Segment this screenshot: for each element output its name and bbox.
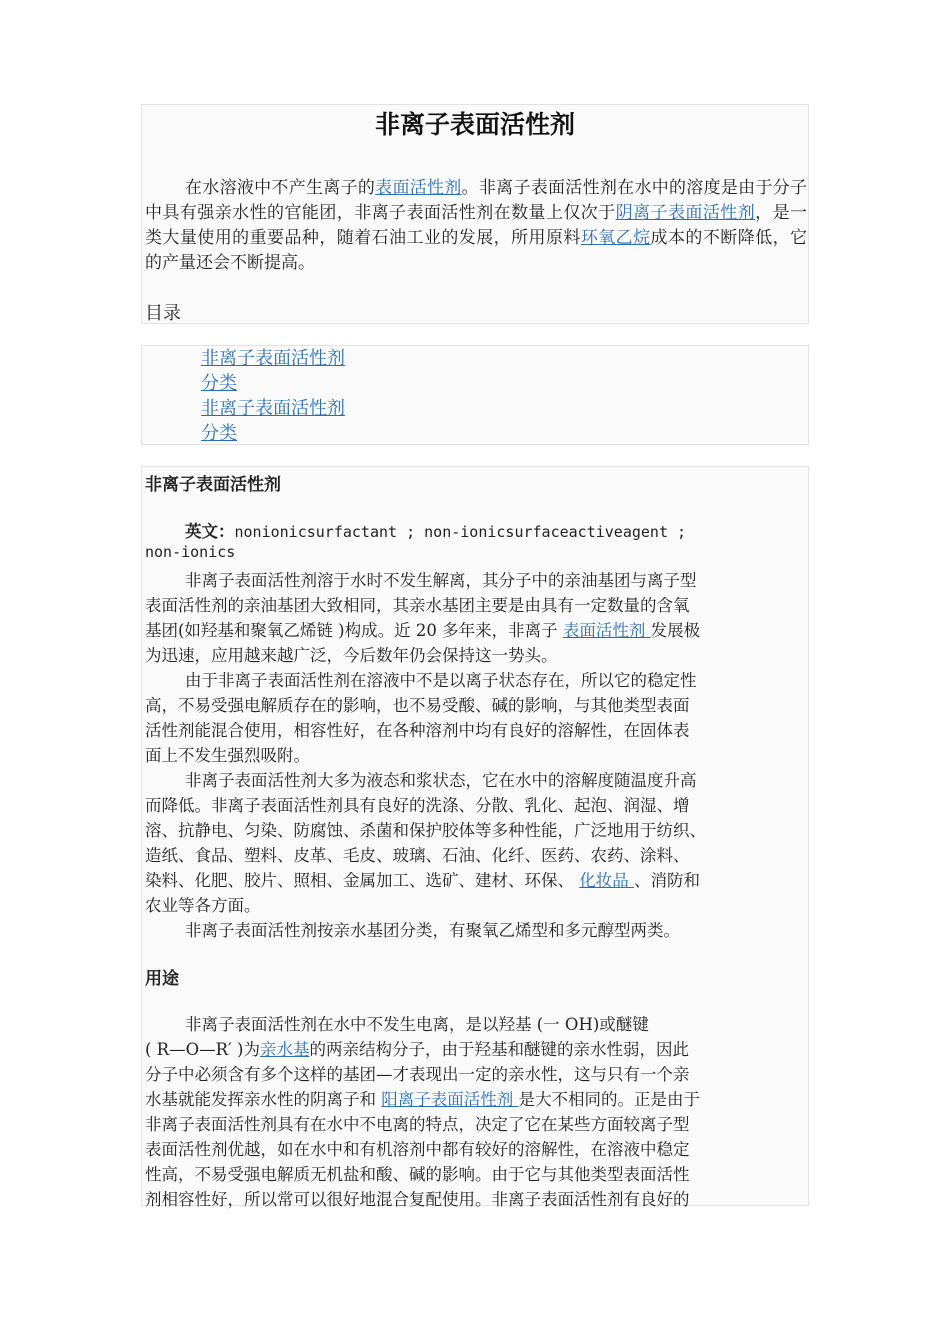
toc-box: [141, 345, 809, 445]
link-anionic-surfactant[interactable]: 阴离子表面活性剂: [615, 203, 756, 223]
intro-text: 。非离子表面活性剂在水中的溶度是由于分子中具有强亲水性的官能团，非离子表面活性剂在数量上仅次于: [145, 178, 808, 223]
link-hydrophilic-group[interactable]: 亲水基: [259, 1040, 310, 1059]
link-surfactant[interactable]: 表面活性剂: [562, 621, 651, 640]
toc-item-classification[interactable]: 分类: [201, 423, 237, 444]
body-text: 的两亲结构分子，由于羟基和醚键的亲水性弱，因此: [309, 1040, 689, 1059]
body-line: 性高，不易受强电解质无机盐和酸、碱的影响。由于它与其他类型表面活性: [145, 1165, 690, 1184]
body-line: 由于非离子表面活性剂在溶液中不是以离子状态存在，所以它的稳定性: [185, 671, 697, 690]
english-line: [145, 518, 686, 542]
page-title: 非离子表面活性剂: [374, 110, 575, 139]
link-cationic-surfactant[interactable]: 阳离子表面活性剂: [381, 1090, 519, 1109]
body-text: 染料、化肥、胶片、照相、金属加工、选矿、建材、环保、: [145, 871, 580, 890]
body-line: 非离子表面活性剂在水中不发生电离，是以羟基 (一 OH)或醚键: [185, 1015, 649, 1034]
content-box: [141, 466, 809, 1209]
intro-text: 成本的不断降低，它的产量还会不断提高。: [145, 228, 808, 273]
body-line: 为迅速，应用越来越广泛，今后数年仍会保持这一势头。: [145, 646, 558, 665]
toc-item-classification[interactable]: 分类: [201, 373, 237, 394]
body-text: 水基就能发挥亲水性的阴离子和: [145, 1090, 382, 1109]
body-line: 非离子表面活性剂溶于水时不发生解离，其分子中的亲油基团与离子型: [185, 571, 697, 590]
body-line: 非离子表面活性剂具有在水中不电离的特点，决定了它在某些方面较离子型: [145, 1115, 690, 1134]
body-line: 面上不发生强烈吸附。: [145, 746, 310, 765]
body-text: 发展极: [650, 621, 701, 640]
section-heading-usage: 用途: [145, 969, 179, 989]
intro-paragraph: [145, 176, 807, 276]
link-surfactant[interactable]: 表面活性剂: [375, 178, 462, 198]
intro-box: [141, 104, 809, 324]
body-text: 是大不相同的。正是由于: [518, 1090, 700, 1109]
body-line: 非离子表面活性剂大多为液态和浆状态，它在水中的溶解度随温度升高: [185, 771, 697, 790]
body-line: 农业等各方面。: [145, 896, 261, 915]
body-line: [145, 867, 700, 891]
body-text: 、消防和: [634, 871, 700, 890]
link-ethylene-oxide[interactable]: 环氧乙烷: [580, 228, 651, 248]
body-line: 高，不易受强电解质存在的影响，也不易受酸、碱的影响，与其他类型表面: [145, 696, 690, 715]
body-line: [145, 1036, 689, 1060]
body-line: 剂相容性好，所以常可以很好地混合复配使用。非离子表面活性剂有良好的: [145, 1190, 690, 1209]
english-text: nonionicsurfactant ; non-ionicsurfaceactiveagent ;: [234, 523, 687, 541]
body-line: 分子中必须含有多个这样的基团—才表现出一定的亲水性，这与只有一个亲: [145, 1065, 690, 1084]
body-line: 而降低。非离子表面活性剂具有良好的洗涤、分散、乳化、起泡、润湿、增: [145, 796, 690, 815]
body-line: [145, 1086, 700, 1110]
body-line: 溶、抗静电、匀染、防腐蚀、杀菌和保护胶体等多种性能，广泛地用于纺织、: [145, 821, 706, 840]
intro-text: 在水溶液中不产生离子的: [185, 178, 376, 198]
body-line: 表面活性剂的亲油基团大致相同，其亲水基团主要是由具有一定数量的含氧: [145, 596, 690, 615]
english-text: non-ionics: [145, 543, 236, 561]
body-line: 活性剂能混合使用，相容性好，在各种溶剂中均有良好的溶解性，在固体表: [145, 721, 690, 740]
body-line: [145, 617, 700, 641]
english-label: 英文：: [185, 522, 235, 541]
section-heading: 非离子表面活性剂: [145, 475, 281, 495]
body-line: 非离子表面活性剂按亲水基团分类，有聚氧乙烯型和多元醇型两类。: [185, 921, 680, 940]
link-cosmetics[interactable]: 化妆品: [579, 871, 634, 890]
body-line: 造纸、食品、塑料、皮革、毛皮、玻璃、石油、化纤、医药、农药、涂料、: [145, 846, 690, 865]
toc-label: 目录: [145, 303, 181, 324]
body-line: 表面活性剂优越，如在水中和有机溶剂中都有较好的溶解性，在溶液中稳定: [145, 1140, 690, 1159]
body-text: ( R—O—R′ )为: [145, 1040, 260, 1059]
toc-item-nonionic[interactable]: 非离子表面活性剂: [201, 398, 345, 419]
toc-item-nonionic[interactable]: 非离子表面活性剂: [201, 348, 345, 369]
intro-text: ，是一类大量使用的重要品种，随着石油工业的发展，所用原料: [145, 203, 808, 248]
body-text: 基团(如羟基和聚氧乙烯链 )构成。近 20 多年来，非离子: [145, 621, 563, 640]
